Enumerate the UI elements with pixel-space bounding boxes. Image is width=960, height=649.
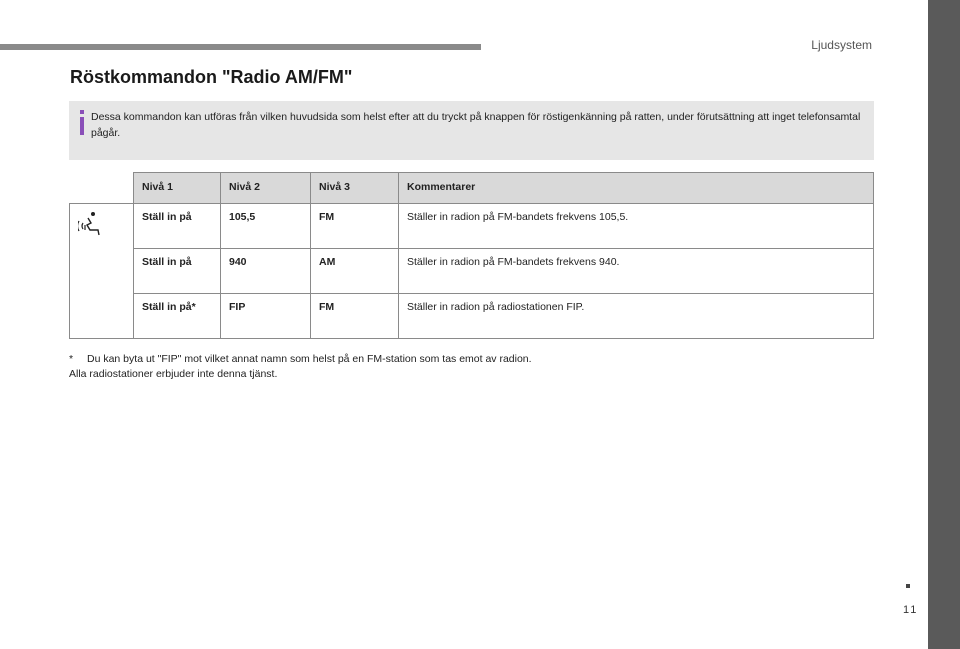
page-title: Röstkommandon "Radio AM/FM" xyxy=(70,67,353,87)
row-3-level-2: FIP xyxy=(221,294,311,339)
row-2-level-2: 940 xyxy=(221,249,311,294)
table-header-row xyxy=(70,173,874,204)
row-3-level-3: FM xyxy=(311,294,399,339)
info-box xyxy=(69,101,874,160)
table-row xyxy=(70,294,874,339)
table-row xyxy=(70,249,874,294)
header-comment: Kommentarer xyxy=(399,173,874,204)
row-2-level-3: AM xyxy=(311,249,399,294)
section-label: Ljudsystem xyxy=(811,38,872,52)
info-text: Dessa kommandon kan utföras från vilken huvudsida som helst efter att du tryckt på knappen för röstigenkänning på ratten, under förutsättning att inget telefonsamtal pågår. xyxy=(91,111,861,139)
row-1-level-1: Ställ in på xyxy=(134,204,221,249)
info-icon xyxy=(77,110,87,136)
header-level-2: Nivå 2 xyxy=(221,173,311,204)
voice-command-table xyxy=(69,172,874,339)
page-marker xyxy=(906,584,910,588)
voice-icon-cell xyxy=(70,204,134,339)
header-blank-cell xyxy=(70,173,134,204)
footnote-line-1: * Du kan byta ut "FIP" mot vilket annat namn som helst på en FM-station som tas emot av radion. xyxy=(69,353,532,365)
page-number: 11 xyxy=(903,604,919,616)
top-rule xyxy=(0,44,481,50)
footnote-star: * xyxy=(69,353,74,365)
row-3-comment: Ställer in radion på radiostationen FIP. xyxy=(399,294,874,339)
row-1-level-3: FM xyxy=(311,204,399,249)
row-1-comment: Ställer in radion på FM-bandets frekvens 105,5. xyxy=(399,204,874,249)
row-1-level-2: 105,5 xyxy=(221,204,311,249)
header-level-1: Nivå 1 xyxy=(134,173,221,204)
row-2-level-1: Ställ in på xyxy=(134,249,221,294)
row-2-comment: Ställer in radion på FM-bandets frekvens 940. xyxy=(399,249,874,294)
footnote xyxy=(69,352,532,382)
row-3-level-1: Ställ in på* xyxy=(134,294,221,339)
side-strip xyxy=(928,0,960,649)
header-level-3: Nivå 3 xyxy=(311,173,399,204)
table-row xyxy=(70,204,874,249)
voice-command-icon xyxy=(78,211,102,237)
footnote-line-2: Alla radiostationer erbjuder inte denna tjänst. xyxy=(69,368,278,380)
